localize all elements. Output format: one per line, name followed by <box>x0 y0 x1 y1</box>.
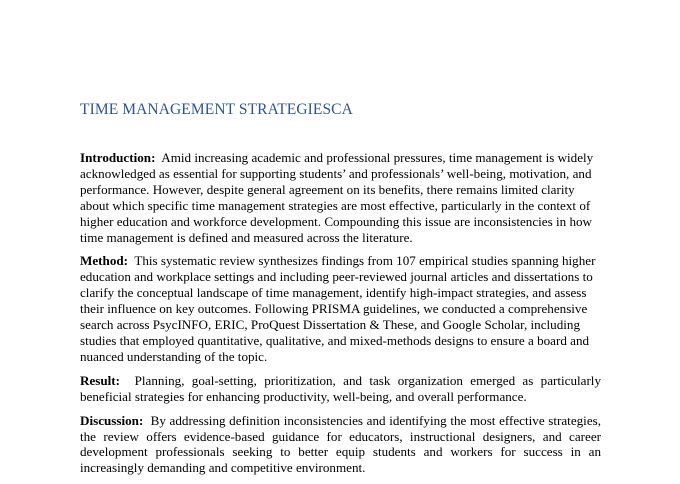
abstract <box>80 150 601 484</box>
introduction-text: Amid increasing academic and professional pressures, time management is widely acknowledged as essential for supporting students’ and professionals’ well-being, motivation, and performance. However, despite general agreement on its benefits, there remains limited clarity about which specific time management strategies are most effective, particularly in the context of higher education and workforce development. Compounding this issue are inconsistencies in how time management is defined and measured across the literature. <box>80 150 594 245</box>
discussion-text: By addressing definition inconsistencies and identifying the most effective strategies, the review offers evidence-based guidance for educators, instructional designers, and career development professionals seeking to better equip students and workers for success in an increasingly demanding and competitive environment. <box>80 412 601 476</box>
result-label: Result: <box>80 372 121 388</box>
introduction-label: Introduction: <box>80 150 156 165</box>
method-label: Method: <box>80 253 129 269</box>
method-text: This systematic review synthesizes findings from 107 empirical studies spanning higher education and workplace settings and including peer-reviewed journal articles and dissertations to clarify the conceptual landscape of time management, identify high-impact strategies, and assess their influence on key outcomes. Following PRISMA guidelines, we conducted a comprehensive search across PsycINFO, ERIC, ProQuest Dissertation & These, and Google Scholar, including studies that employed quantitative, qualitative, and mixed-methods designs to ensure a board and nuanced understanding of the topic. <box>80 253 596 364</box>
discussion-paragraph <box>80 413 601 477</box>
introduction-paragraph <box>80 150 601 245</box>
result-text: Planning, goal-setting, prioritization, and task organization emerged as particularly beneficial strategies for enhancing productivity, well-being, and overall performance. <box>80 372 601 404</box>
discussion-label: Discussion: <box>80 412 144 428</box>
method-paragraph <box>80 253 601 364</box>
paper-title: TIME MANAGEMENT STRATEGIESCA <box>80 101 353 118</box>
result-paragraph <box>80 373 601 405</box>
